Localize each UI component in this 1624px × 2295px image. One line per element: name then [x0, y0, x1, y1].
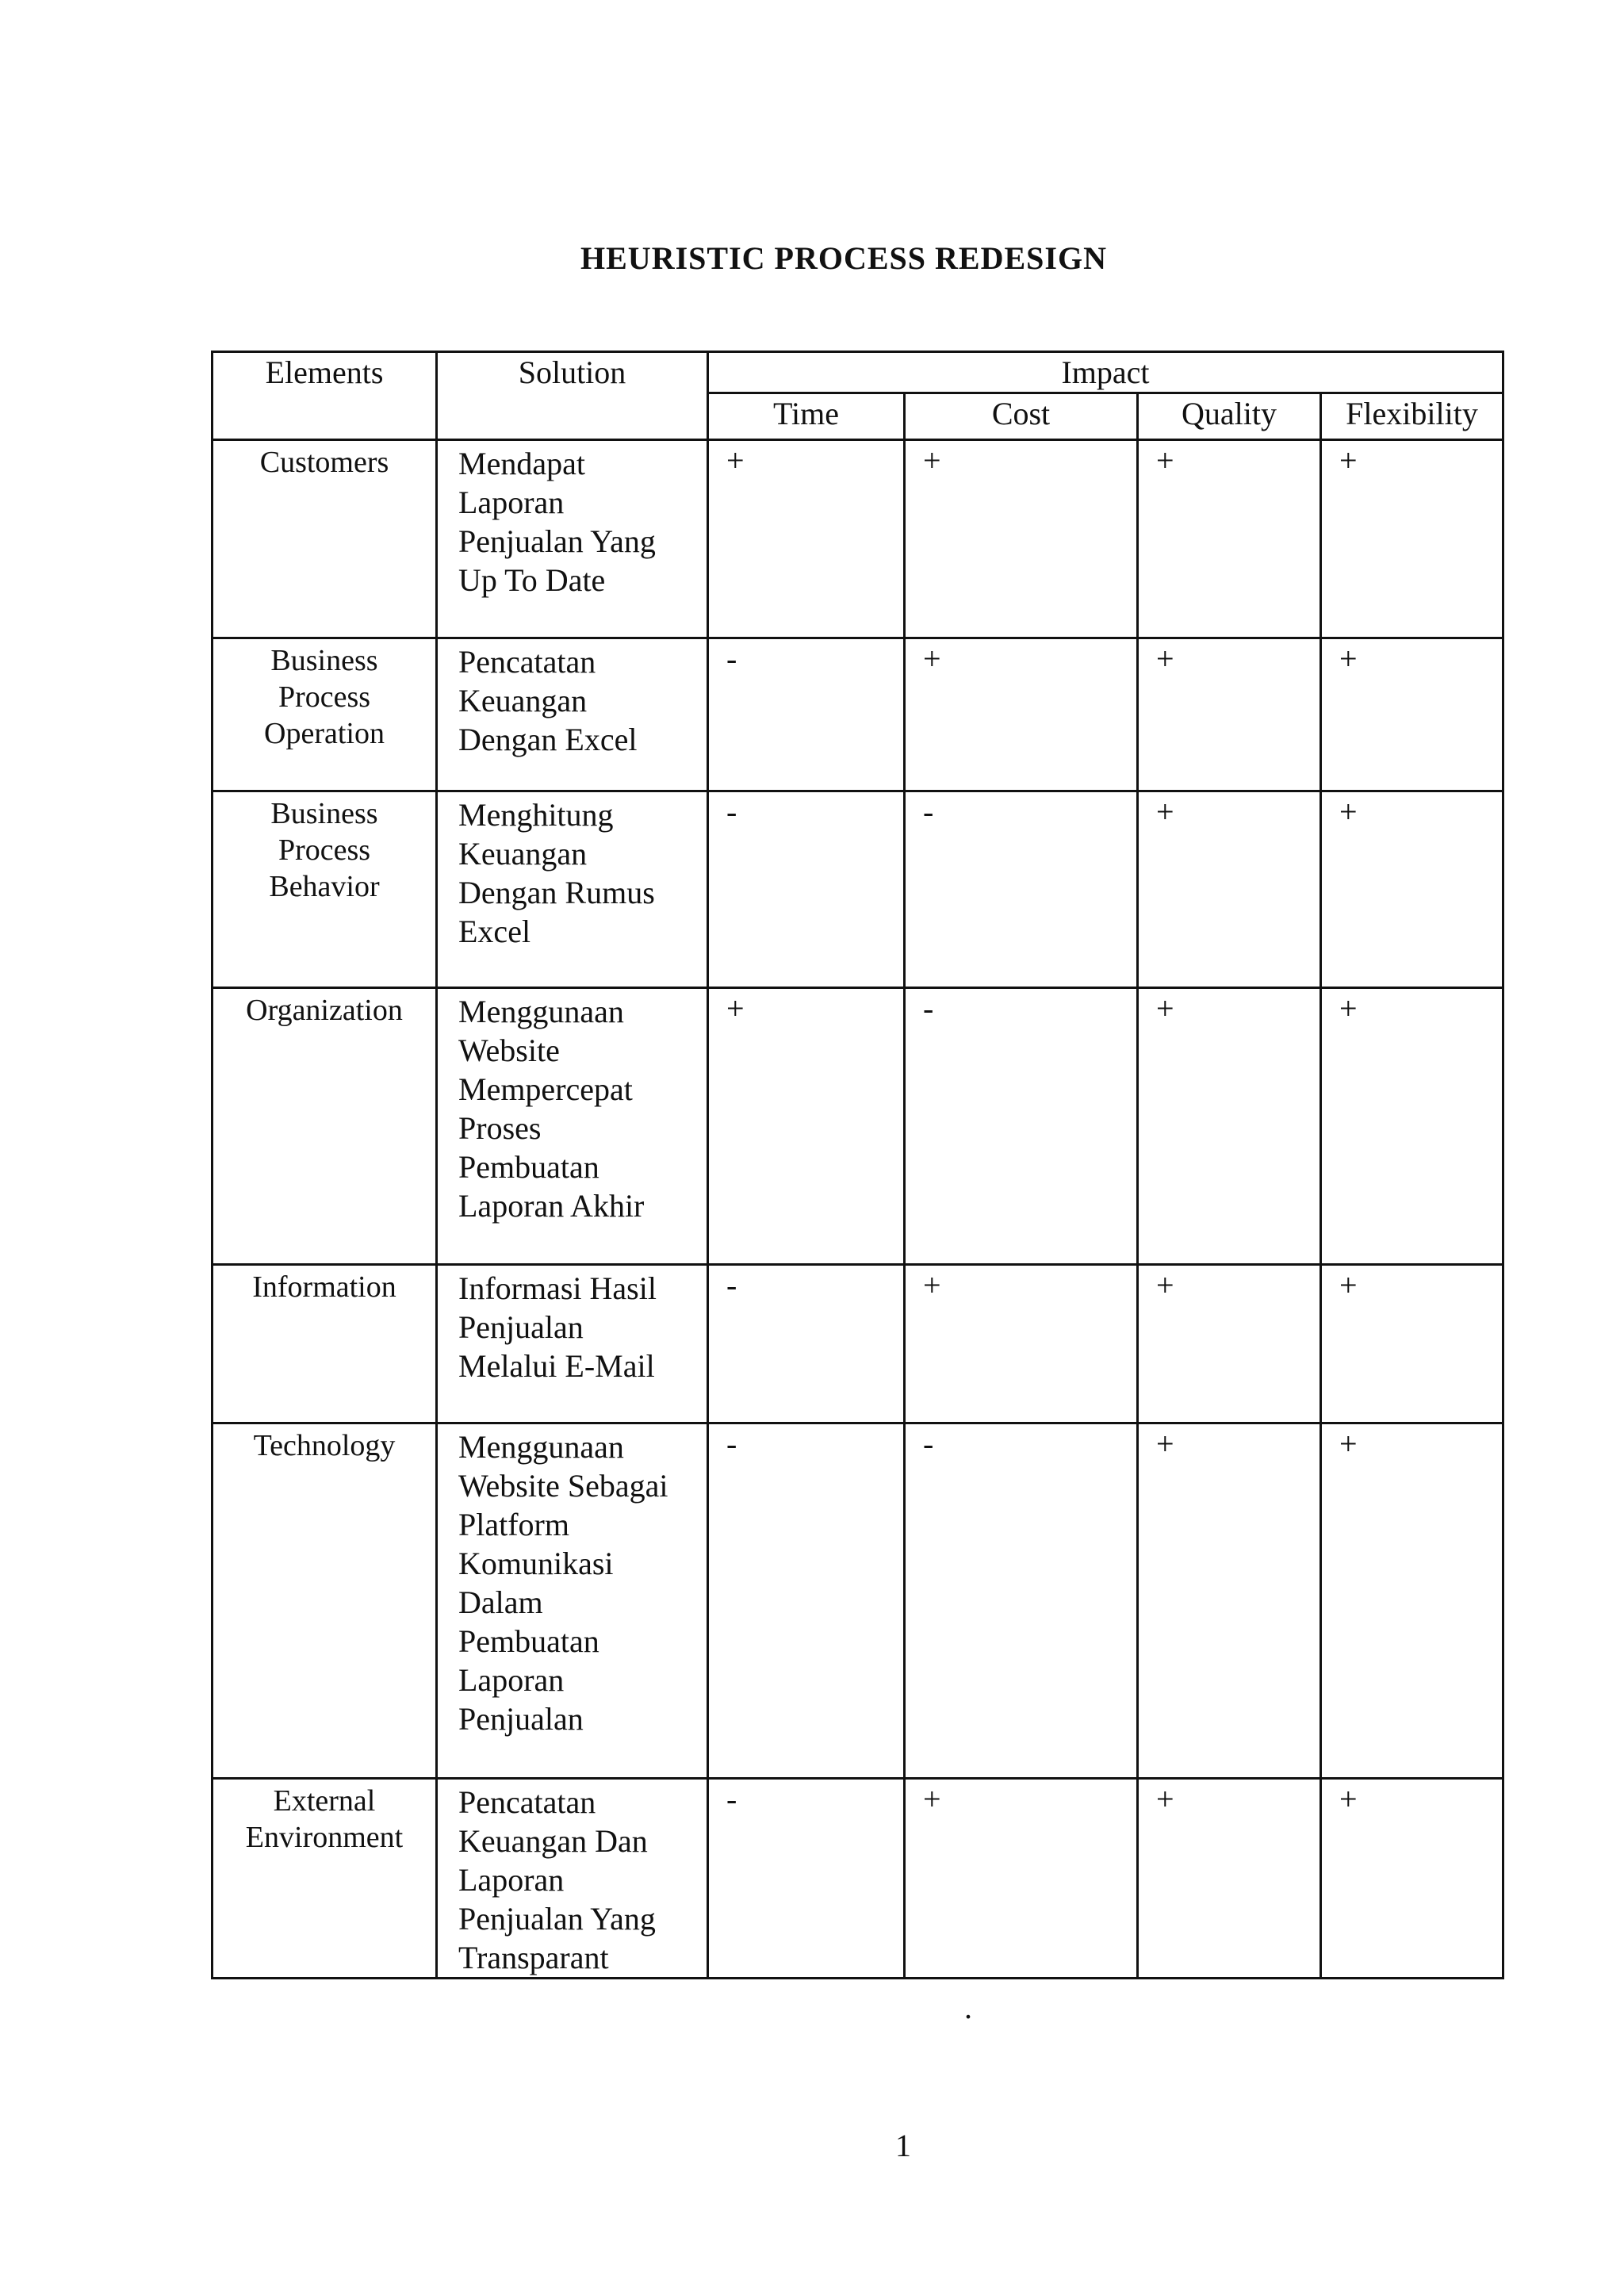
solution-line: Melalui E-Mail [458, 1348, 655, 1384]
header-cost: Cost [905, 393, 1138, 440]
header-solution: Solution [437, 352, 708, 440]
solution-line: Pencatatan [458, 1784, 596, 1820]
solution-line: Dengan Rumus [458, 875, 655, 910]
impact-time-cell: - [708, 791, 905, 988]
table-row [213, 638, 1503, 791]
impact-cost-cell: + [905, 1779, 1138, 1979]
solution-line: Laporan [458, 485, 565, 520]
solution-line: Keuangan [458, 836, 588, 872]
impact-time-cell: + [708, 440, 905, 638]
impact-cost-cell: + [905, 440, 1138, 638]
element-cell [213, 1779, 437, 1979]
solution-cell [437, 1423, 708, 1779]
element-line: Business [270, 644, 378, 677]
solution-line: Pembuatan [458, 1623, 599, 1659]
solution-line: Keuangan Dan [458, 1823, 648, 1859]
solution-line: Penjualan Yang [458, 1901, 656, 1937]
impact-flexibility-cell: + [1321, 638, 1503, 791]
impact-cost-cell: + [905, 638, 1138, 791]
impact-flexibility-cell: + [1321, 440, 1503, 638]
solution-line: Komunikasi [458, 1546, 614, 1581]
table-row [213, 1779, 1503, 1979]
element-cell [213, 1423, 437, 1779]
element-line: Business [270, 797, 378, 830]
solution-line: Mendapat [458, 446, 585, 481]
element-cell [213, 638, 437, 791]
solution-line: Website Sebagai [458, 1468, 668, 1504]
element-line: Operation [264, 717, 385, 750]
solution-line: Pencatatan [458, 644, 596, 680]
impact-quality-cell: + [1138, 638, 1321, 791]
element-cell [213, 1265, 437, 1423]
solution-line: Transparant [458, 1940, 609, 1975]
impact-flexibility-cell: + [1321, 1265, 1503, 1423]
page-number: 1 [895, 2128, 911, 2163]
element-cell [213, 791, 437, 988]
table-row [213, 791, 1503, 988]
impact-time-cell: - [708, 1265, 905, 1423]
solution-line: Mempercepat [458, 1071, 633, 1107]
solution-line: Laporan Akhir [458, 1188, 645, 1224]
element-line: Customers [259, 446, 389, 479]
table-header [213, 352, 1503, 440]
impact-cost-cell: - [905, 791, 1138, 988]
solution-line: Pembuatan [458, 1149, 599, 1185]
impact-quality-cell: + [1138, 988, 1321, 1265]
table-body [213, 440, 1503, 1979]
element-line: Process [278, 833, 371, 867]
solution-line: Menggunaan [458, 1429, 624, 1465]
solution-line: Proses [458, 1110, 542, 1146]
solution-line: Up To Date [458, 562, 606, 598]
impact-cost-cell: - [905, 1423, 1138, 1779]
header-time: Time [708, 393, 905, 440]
impact-quality-cell: + [1138, 1265, 1321, 1423]
table-row [213, 988, 1503, 1265]
element-cell [213, 440, 437, 638]
impact-cost-cell: + [905, 1265, 1138, 1423]
solution-line: Menggunaan [458, 994, 624, 1029]
element-line: External [273, 1784, 376, 1818]
solution-line: Menghitung [458, 797, 614, 833]
table-row [213, 1423, 1503, 1779]
element-line: Organization [246, 994, 403, 1027]
solution-line: Laporan [458, 1862, 565, 1898]
solution-line: Dalam [458, 1584, 543, 1620]
solution-cell [437, 440, 708, 638]
impact-flexibility-cell: + [1321, 791, 1503, 988]
solution-cell [437, 791, 708, 988]
impact-time-cell: - [708, 1779, 905, 1979]
impact-cost-cell: - [905, 988, 1138, 1265]
solution-line: Penjualan Yang [458, 523, 656, 559]
solution-line: Informasi Hasil [458, 1270, 657, 1306]
header-quality: Quality [1138, 393, 1321, 440]
element-line: Environment [245, 1821, 404, 1854]
element-line: Technology [253, 1429, 396, 1462]
solution-line: Website [458, 1033, 560, 1068]
solution-cell [437, 638, 708, 791]
solution-cell [437, 1265, 708, 1423]
trailing-dot: . [964, 1990, 972, 2025]
impact-quality-cell: + [1138, 440, 1321, 638]
impact-flexibility-cell: + [1321, 1423, 1503, 1779]
element-line: Information [252, 1270, 396, 1304]
solution-cell [437, 988, 708, 1265]
header-elements: Elements [213, 352, 437, 440]
solution-line: Dengan Excel [458, 722, 638, 757]
solution-line: Platform [458, 1507, 569, 1542]
heuristic-redesign-table [211, 351, 1504, 1979]
solution-line: Excel [458, 914, 531, 949]
element-line: Behavior [269, 870, 380, 903]
impact-quality-cell: + [1138, 1423, 1321, 1779]
table-row [213, 440, 1503, 638]
impact-time-cell: - [708, 638, 905, 791]
solution-line: Laporan [458, 1662, 565, 1698]
element-cell [213, 988, 437, 1265]
solution-line: Penjualan [458, 1309, 584, 1345]
impact-quality-cell: + [1138, 791, 1321, 988]
solution-line: Penjualan [458, 1701, 584, 1737]
header-flexibility: Flexibility [1321, 393, 1503, 440]
impact-quality-cell: + [1138, 1779, 1321, 1979]
solution-cell [437, 1779, 708, 1979]
solution-line: Keuangan [458, 683, 588, 718]
table-row [213, 1265, 1503, 1423]
impact-flexibility-cell: + [1321, 1779, 1503, 1979]
header-impact: Impact [708, 352, 1503, 393]
impact-time-cell: - [708, 1423, 905, 1779]
page-title: HEURISTIC PROCESS REDESIGN [580, 240, 1107, 276]
impact-time-cell: + [708, 988, 905, 1265]
impact-flexibility-cell: + [1321, 988, 1503, 1265]
element-line: Process [278, 680, 371, 714]
